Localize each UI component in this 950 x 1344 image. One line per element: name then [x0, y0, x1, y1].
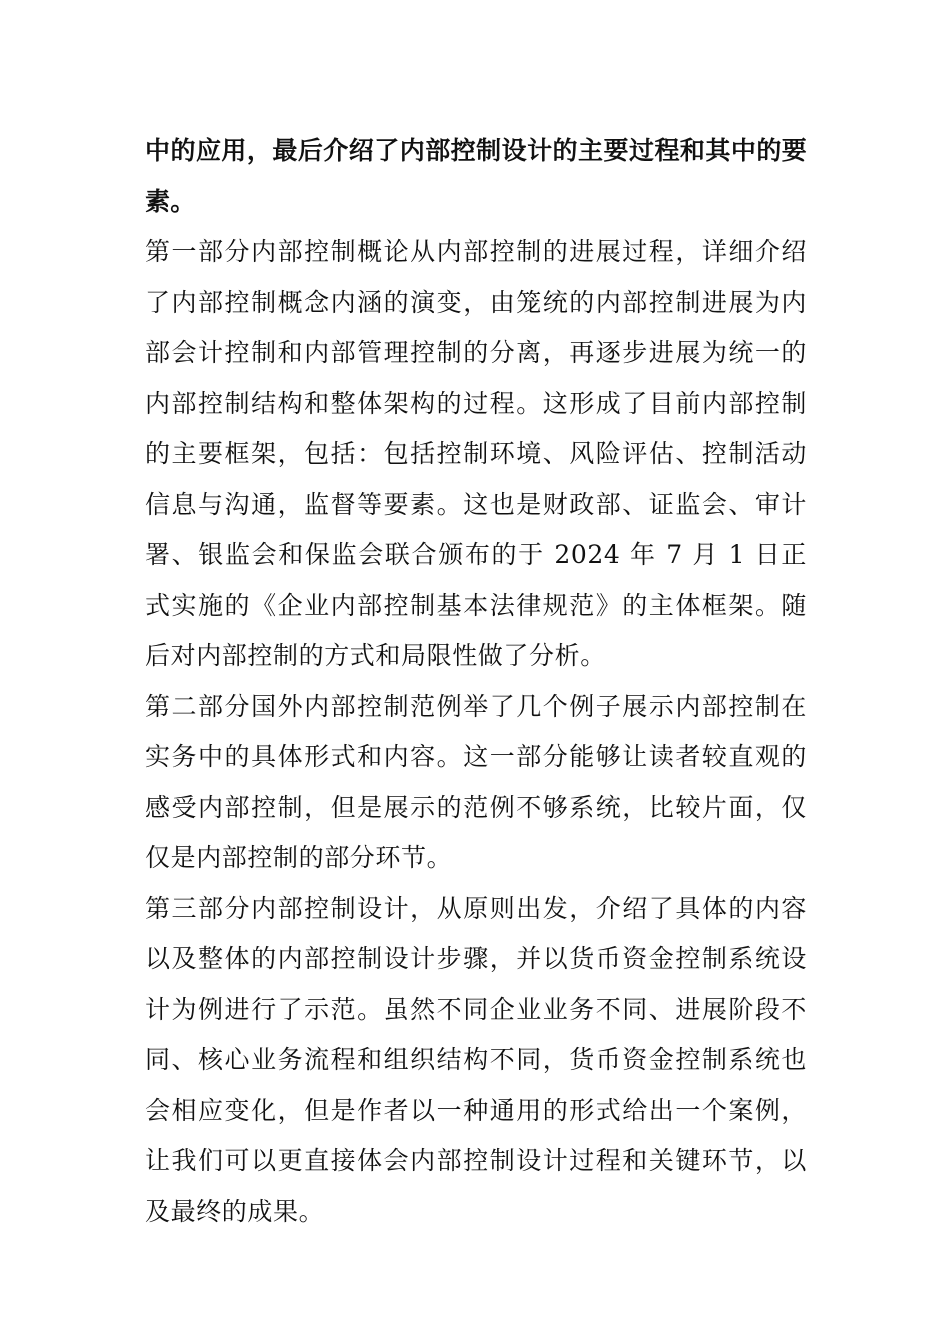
paragraph-part-two: 第二部分国外内部控制范例举了几个例子展示内部控制在实务中的具体形式和内容。这一部分能够让读者较直观的感受内部控制，但是展示的范例不够系统，比较片面，仅仅是内部控制的部分环节。	[145, 691, 807, 872]
paragraph-continuation: 中的应用，最后介绍了内部控制设计的主要过程和其中的要素。	[145, 136, 807, 216]
document-body	[145, 126, 807, 1237]
paragraph-part-one: 第一部分内部控制概论从内部控制的进展过程，详细介绍了内部控制概念内涵的演变，由笼统的内部控制进展为内部会计控制和内部管理控制的分离，再逐步进展为统一的内部控制结构和整体架构的过程。这形成了目前内部控制的主要框架，包括：包括控制环境、风险评估、控制活动信息与沟通，监督等要素。这也是财政部、证监会、审计署、银监会和保监会联合颁布的于 2024 年 7 月 1 日正式实施的《企业内部控制基本法律规范》的主体框架。随后对内部控制的方式和局限性做了分析。	[145, 237, 807, 670]
paragraph-part-three: 第三部分内部控制设计，从原则出发，介绍了具体的内容以及整体的内部控制设计步骤，并以货币资金控制系统设计为例进行了示范。虽然不同企业业务不同、进展阶段不同、核心业务流程和组织结构不同，货币资金控制系统也会相应变化，但是作者以一种通用的形式给出一个案例，让我们可以更直接体会内部控制设计过程和关键环节，以及最终的成果。	[145, 893, 807, 1226]
